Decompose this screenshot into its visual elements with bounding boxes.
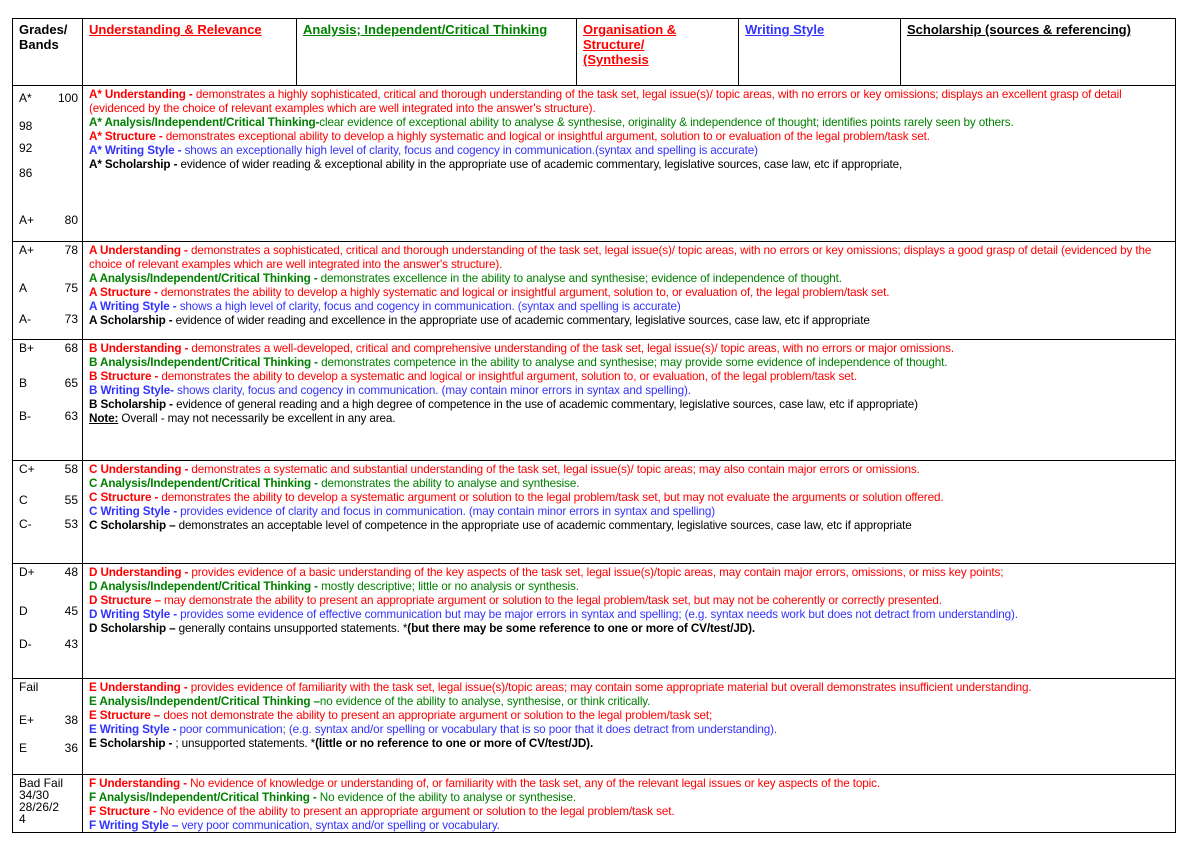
grade-label	[19, 313, 78, 326]
descriptor-line: C Scholarship – demonstrates an acceptable level of competence in the appropriate use of academic commentary, legislative sources, case law, etc if appropriate	[89, 519, 912, 532]
table-header	[12, 18, 1176, 86]
header-writing-style: Writing Style	[739, 19, 901, 85]
grade-band-row	[12, 86, 1176, 242]
criterion-label: E Structure –	[89, 709, 164, 722]
grade-column	[13, 564, 83, 678]
descriptor-line: C Understanding - demonstrates a systematic and substantial understanding of the task set, legal issue(s)/ topic areas; may also contain major errors or omissions.	[89, 463, 920, 476]
descriptor-line: A Understanding - demonstrates a sophisticated, critical and thorough understanding of the task set, legal issue(s)/ topic areas, with no errors or key omissions; displays a good grasp of detail (evidenced by the choice of relevant examples which are well integrated into the answer's structure).	[89, 244, 1152, 271]
grade-mark: 53	[64, 517, 78, 531]
criterion-label: A Writing Style -	[89, 300, 180, 313]
grade-letter: C+	[19, 462, 35, 476]
descriptor-line: D Structure – may demonstrate the ability to present an appropriate argument or solution to the legal problem/task set, but may not be coherently or correctly presented.	[89, 594, 942, 607]
band-descriptors	[83, 679, 1175, 751]
grade-mark: 65	[64, 376, 78, 390]
grade-letter: A-	[19, 312, 31, 326]
criterion-label: E Understanding -	[89, 681, 191, 694]
grade-band-row	[12, 775, 1176, 833]
grade-letter: B	[19, 376, 28, 390]
criterion-label: F Structure -	[89, 805, 161, 818]
grade-mark: 80	[64, 213, 78, 227]
grade-band-row	[12, 461, 1176, 564]
grade-mark: 100	[57, 91, 78, 105]
grade-letter: Fail	[19, 680, 39, 694]
criterion-label: B Writing Style-	[89, 384, 178, 397]
descriptor-line: B Writing Style- shows clarity, focus and cogency in communication. (may contain minor errors in syntax and spelling).	[89, 384, 691, 397]
grade-letter: 98	[19, 119, 33, 133]
criterion-label: D Writing Style -	[89, 608, 181, 621]
grading-rubric-table	[12, 18, 1176, 833]
criterion-label: B Scholarship -	[89, 398, 177, 411]
grade-mark: 36	[64, 741, 78, 755]
grade-label	[19, 813, 78, 826]
grade-column	[13, 679, 83, 774]
grade-mark: 78	[64, 243, 78, 257]
criterion-label: A Analysis/Independent/Critical Thinking -	[89, 272, 321, 285]
descriptor-line: E Structure – does not demonstrate the ability to present an appropriate argument or solution to the legal problem/task set;	[89, 709, 713, 722]
descriptor-line: A Structure - demonstrates the ability to develop a highly systematic and logical or insightful argument, solution to, or evaluation of, the legal problem/task set.	[89, 286, 890, 299]
grade-column	[13, 340, 83, 460]
criterion-label: E Scholarship -	[89, 737, 176, 750]
grade-label	[19, 167, 78, 180]
criterion-label: A* Writing Style -	[89, 144, 185, 157]
grade-column	[13, 86, 83, 241]
grade-label	[19, 566, 78, 579]
criterion-label: C Structure -	[89, 491, 162, 504]
grade-mark: 68	[64, 341, 78, 355]
descriptor-line: E Scholarship - ; unsupported statements. *(little or no reference to one or more of CV/test/JD).	[89, 737, 594, 750]
criterion-label: C Scholarship –	[89, 519, 179, 532]
grade-letter: A+	[19, 243, 35, 257]
header-grades: Grades/ Bands	[13, 19, 83, 85]
grade-mark: 73	[64, 312, 78, 326]
descriptor-line: E Writing Style - poor communication; (e.g. syntax and/or spelling or vocabulary that is so poor that it does detract from understanding).	[89, 723, 778, 736]
grade-column	[13, 775, 83, 832]
grade-band-row	[12, 340, 1176, 461]
band-descriptors	[83, 564, 1175, 636]
descriptor-line: A* Writing Style - shows an exceptionally high level of clarity, focus and cogency in communication.(syntax and spelling is accurate)	[89, 144, 758, 157]
criterion-label: A Structure -	[89, 286, 161, 299]
grade-letter: E	[19, 741, 28, 755]
criterion-label: A Understanding -	[89, 244, 191, 257]
descriptor-line: D Analysis/Independent/Critical Thinking - mostly descriptive; little or no analysis or synthesis.	[89, 580, 579, 593]
grade-label	[19, 714, 78, 727]
grade-mark: 75	[64, 281, 78, 295]
criterion-label: D Analysis/Independent/Critical Thinking -	[89, 580, 322, 593]
descriptor-line: A* Structure - demonstrates exceptional ability to develop a highly systematic and logical or insightful argument, solution to or evaluation of the legal problem/task set.	[89, 130, 930, 143]
criterion-emphasis: (little or no reference to one or more of CV/test/JD).	[315, 737, 594, 750]
grade-label	[19, 463, 78, 476]
grade-label	[19, 214, 78, 227]
criterion-label: C Analysis/Independent/Critical Thinking -	[89, 477, 322, 490]
descriptor-line: A Writing Style - shows a high level of clarity, focus and cogency in communication. (syntax and spelling is accurate)	[89, 300, 681, 313]
header-analysis: Analysis; Independent/Critical Thinking	[297, 19, 577, 85]
band-descriptors	[83, 340, 1175, 426]
note-label: Note:	[89, 412, 119, 425]
grade-letter: A	[19, 281, 28, 295]
criterion-label: D Scholarship –	[89, 622, 179, 635]
grade-letter: B+	[19, 341, 35, 355]
grade-letter: C	[19, 493, 28, 507]
grade-label	[19, 518, 78, 531]
descriptor-line: C Structure - demonstrates the ability to develop a systematic argument or solution to the legal problem/task set, but may not evaluate the arguments or solution offered.	[89, 491, 944, 504]
grade-mark: 55	[64, 493, 78, 507]
grade-letter: 4	[19, 812, 26, 826]
grade-label	[19, 120, 78, 133]
grade-letter: A*	[19, 91, 32, 105]
descriptor-line: F Writing Style – very poor communication, syntax and/or spelling or vocabulary.	[89, 819, 500, 832]
grade-label	[19, 282, 78, 295]
grade-mark: 48	[64, 565, 78, 579]
criterion-label: D Understanding -	[89, 566, 192, 579]
header-scholarship: Scholarship (sources & referencing)	[907, 22, 1131, 37]
descriptor-line: C Analysis/Independent/Critical Thinking - demonstrates the ability to analyse and synthesise.	[89, 477, 580, 490]
descriptor-line: E Understanding - provides evidence of familiarity with the task set, legal issue(s)/topic areas; may contain some appropriate material but overall demonstrates insufficient understanding.	[89, 681, 1032, 694]
descriptor-line: A* Analysis/Independent/Critical Thinking-clear evidence of exceptional ability to analyse & synthesise, originality & independence of thought; identifies points rarely seen by others.	[89, 116, 1014, 129]
descriptor-line: A Scholarship - evidence of wider reading and excellence in the appropriate use of academic commentary, legislative sources, case law, etc if appropriate	[89, 314, 870, 327]
grade-mark: 43	[64, 637, 78, 651]
criterion-label: F Understanding -	[89, 777, 191, 790]
criterion-label: F Analysis/Independent/Critical Thinking -	[89, 791, 320, 804]
criterion-label: A Scholarship -	[89, 314, 176, 327]
grade-label	[19, 742, 78, 755]
descriptor-line: A Analysis/Independent/Critical Thinking - demonstrates excellence in the ability to analyse and synthesise; evidence of independence of thought.	[89, 272, 842, 285]
header-understanding: Understanding & Relevance	[83, 19, 297, 85]
descriptor-line: B Structure - demonstrates the ability to develop a systematic and logical or insightful argument, solution to, or evaluation, of the legal problem/task set.	[89, 370, 857, 383]
grade-column	[13, 242, 83, 339]
band-descriptors	[83, 242, 1175, 328]
criterion-label: B Structure -	[89, 370, 162, 383]
criterion-label: E Analysis/Independent/Critical Thinking –	[89, 695, 320, 708]
criterion-label: C Writing Style -	[89, 505, 181, 518]
criterion-label: D Structure –	[89, 594, 164, 607]
criterion-label: A* Structure -	[89, 130, 166, 143]
descriptor-line: B Understanding - demonstrates a well-developed, critical and comprehensive understanding of the task set, legal issue(s)/ topic areas, with no errors or major omissions.	[89, 342, 954, 355]
band-descriptors	[83, 86, 1175, 172]
descriptor-line: Note: Overall - may not necessarily be excellent in any area.	[89, 412, 396, 425]
grade-label	[19, 377, 78, 390]
descriptor-line: B Scholarship - evidence of general reading and a high degree of competence in the use of academic commentary, legislative sources, case law, etc if appropriate)	[89, 398, 918, 411]
descriptor-line: D Writing Style - provides some evidence of effective communication but may be major errors in syntax and spelling; (e.g. syntax needs work but does not detract from understanding).	[89, 608, 1018, 621]
band-descriptors	[83, 775, 1175, 833]
descriptor-line: D Scholarship – generally contains unsupported statements. *(but there may be some reference to one or more of CV/test/JD).	[89, 622, 755, 635]
descriptor-line: A* Understanding - demonstrates a highly sophisticated, critical and thorough understanding of the task set, legal issue(s)/ topic areas, with no errors or key omissions; displays an excellent grasp of detail (evidenced by the choice of relevant examples which are well integrated into the answer's structure).	[89, 88, 1122, 115]
grade-letter: A+	[19, 213, 35, 227]
grade-label	[19, 142, 78, 155]
grade-mark: 45	[64, 604, 78, 618]
grade-letter: D-	[19, 637, 32, 651]
criterion-label: F Writing Style –	[89, 819, 182, 832]
criterion-label: B Understanding -	[89, 342, 192, 355]
descriptor-line: F Structure - No evidence of the ability to present an appropriate argument or solution to the legal problem/task set.	[89, 805, 675, 818]
grade-letter: D	[19, 604, 28, 618]
grade-letter: 28/26/2	[19, 800, 60, 814]
grade-letter: 86	[19, 166, 33, 180]
grade-letter: Bad Fail	[19, 776, 64, 790]
descriptor-line: F Understanding - No evidence of knowledge or understanding of, or familiarity with the task set, any of the relevant legal issues or key aspects of the topic.	[89, 777, 880, 790]
criterion-label: C Understanding -	[89, 463, 192, 476]
band-descriptors	[83, 461, 1175, 533]
grade-letter: 92	[19, 141, 33, 155]
descriptor-line: F Analysis/Independent/Critical Thinking - No evidence of the ability to analyse or synthesise.	[89, 791, 577, 804]
grade-band-row	[12, 564, 1176, 679]
grade-letter: D+	[19, 565, 35, 579]
grade-label	[19, 342, 78, 355]
header-organisation: Organisation & Structure/ (Synthesis	[577, 19, 739, 85]
grade-letter: E+	[19, 713, 35, 727]
grade-label	[19, 92, 78, 105]
grade-band-row	[12, 679, 1176, 775]
grade-column	[13, 461, 83, 563]
criterion-label: A* Scholarship -	[89, 158, 181, 171]
grade-letter: 34/30	[19, 788, 50, 802]
grade-band-row	[12, 242, 1176, 340]
grade-mark: 58	[64, 462, 78, 476]
criterion-label: E Writing Style -	[89, 723, 180, 736]
grade-label	[19, 244, 78, 257]
criterion-label: B Analysis/Independent/Critical Thinking -	[89, 356, 322, 369]
grade-letter: B-	[19, 409, 31, 423]
criterion-label: A* Understanding -	[89, 88, 196, 101]
criterion-label: A* Analysis/Independent/Critical Thinking-	[89, 116, 320, 129]
grade-mark: 38	[64, 713, 78, 727]
grade-label	[19, 605, 78, 618]
grade-mark: 63	[64, 409, 78, 423]
descriptor-line: B Analysis/Independent/Critical Thinking - demonstrates competence in the ability to analyse and synthesise; may provide some evidence of independence of thought.	[89, 356, 948, 369]
criterion-emphasis: (but there may be some reference to one or more of CV/test/JD).	[407, 622, 755, 635]
descriptor-line: D Understanding - provides evidence of a basic understanding of the key aspects of the task set, legal issue(s)/topic areas, may contain major errors, omissions, or miss key points;	[89, 566, 1004, 579]
descriptor-line: E Analysis/Independent/Critical Thinking –no evidence of the ability to analyse, synthesise, or think critically.	[89, 695, 651, 708]
grade-label	[19, 494, 78, 507]
grade-letter: C-	[19, 517, 32, 531]
grade-label	[19, 638, 78, 651]
descriptor-line: C Writing Style - provides evidence of clarity and focus in communication. (may contain minor errors in syntax and spelling)	[89, 505, 716, 518]
grade-label	[19, 681, 78, 694]
grade-label	[19, 410, 78, 423]
descriptor-line: A* Scholarship - evidence of wider reading & exceptional ability in the appropriate use of academic commentary, legislative sources, case law, etc if appropriate,	[89, 158, 903, 171]
